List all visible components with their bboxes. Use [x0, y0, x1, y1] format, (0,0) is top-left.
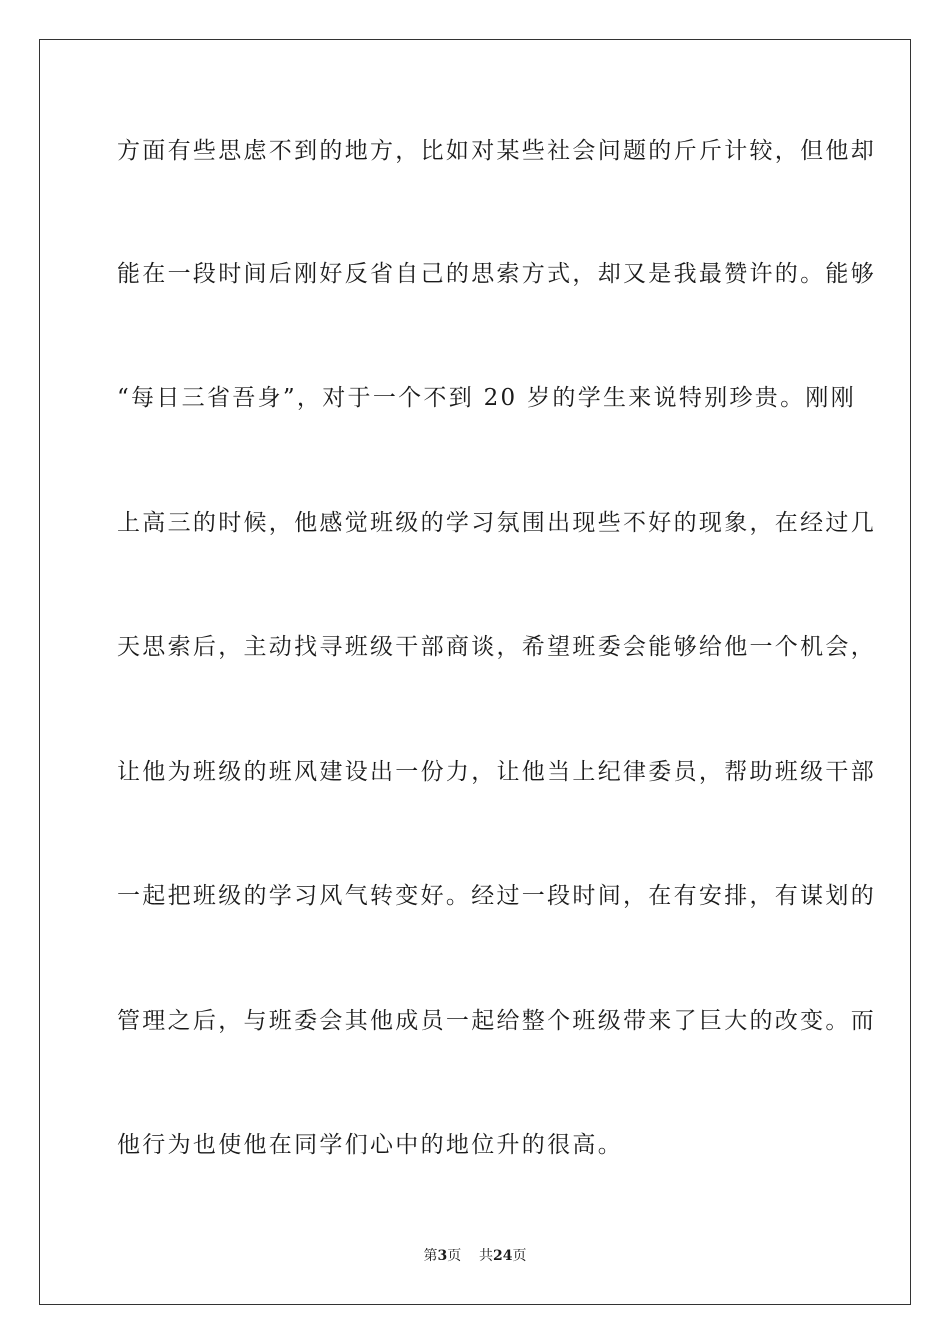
paragraph-line-2: 能在一段时间后刚好反省自己的思索方式，却又是我最赞许的。能够	[117, 261, 876, 287]
paragraph-line-4: 上高三的时候，他感觉班级的学习氛围出现些不好的现象，在经过几	[117, 510, 876, 536]
paragraph-line-1: 方面有些思虑不到的地方，比如对某些社会问题的斤斤计较，但他却	[117, 138, 876, 164]
footer-total-prefix: 共	[479, 1248, 494, 1264]
footer-page-number: 3	[437, 1248, 448, 1264]
paragraph-line-8: 管理之后，与班委会其他成员一起给整个班级带来了巨大的改变。而	[117, 1008, 876, 1034]
footer-page-prefix: 第	[423, 1248, 438, 1264]
paragraph-line-9: 他行为也使他在同学们心中的地位升的很高。	[117, 1132, 623, 1158]
paragraph-line-7: 一起把班级的学习风气转变好。经过一段时间，在有安排，有谋划的	[117, 883, 876, 909]
page-footer	[0, 1247, 950, 1265]
paragraph-line-3: “每日三省吾身”，对于一个不到 20 岁的学生来说特别珍贵。刚刚	[117, 385, 857, 411]
page-border	[39, 39, 911, 1305]
paragraph-line-5: 天思索后，主动找寻班级干部商谈，希望班委会能够给他一个机会，	[117, 634, 876, 660]
footer-total-unit: 页	[512, 1248, 527, 1264]
footer-page-unit: 页	[447, 1248, 462, 1264]
footer-total-pages: 24	[493, 1248, 513, 1264]
paragraph-line-6: 让他为班级的班风建设出一份力，让他当上纪律委员，帮助班级干部	[117, 759, 876, 785]
